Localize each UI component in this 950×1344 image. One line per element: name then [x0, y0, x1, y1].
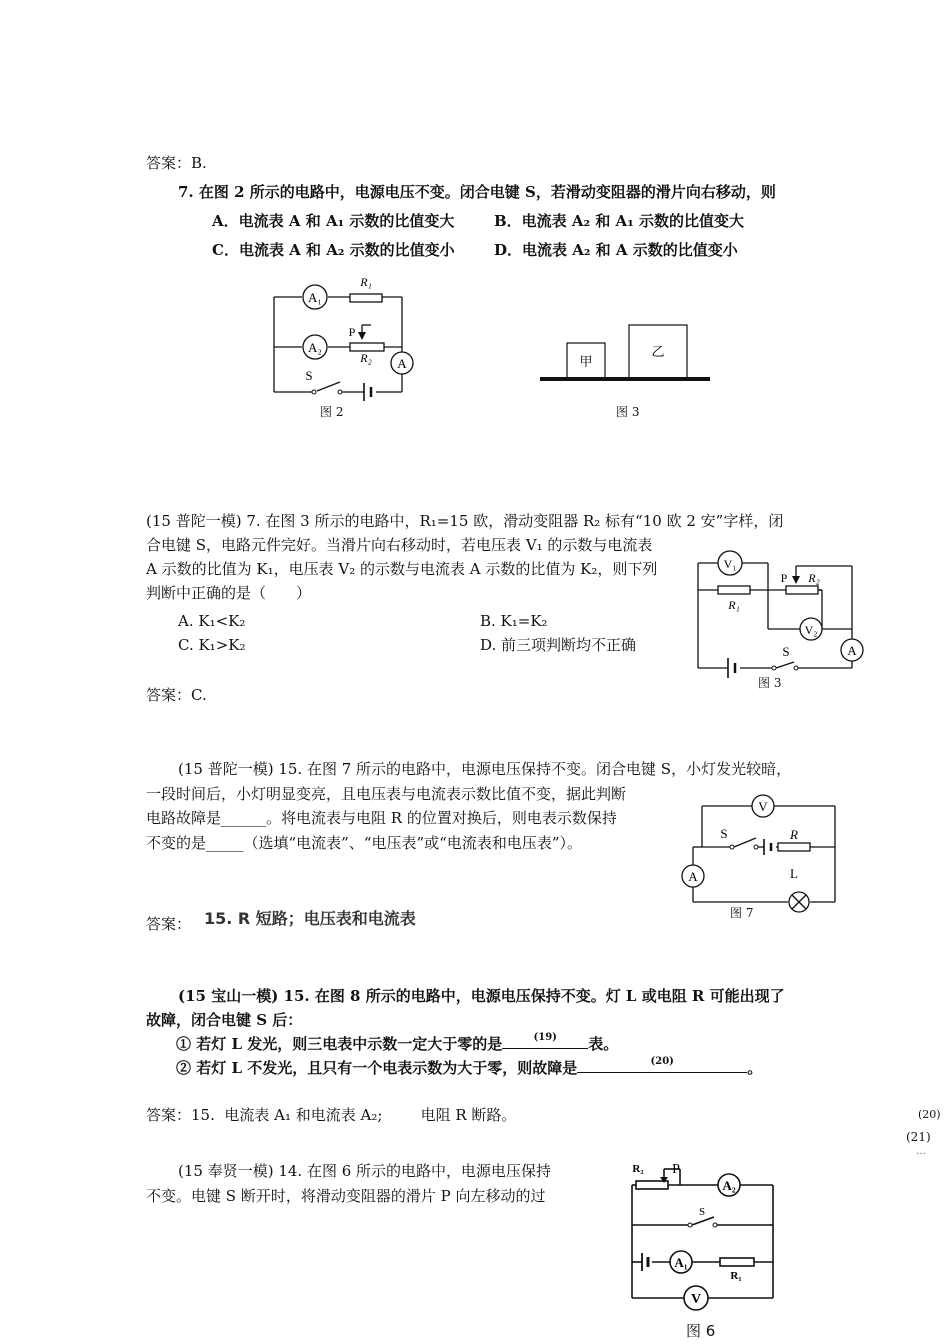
figure-2-caption: 图 2	[320, 405, 344, 419]
lamp-l-label: L	[790, 866, 798, 881]
slider-p-label-3: P	[672, 1162, 680, 1177]
q2-line-2: 合电键 S，电路元件完好。当滑片向右移动时，若电压表 V₁ 的示数与电流表	[146, 536, 653, 554]
q4-item-2-suffix: 。	[747, 1059, 763, 1077]
voltmeter-v-label: V	[758, 799, 768, 814]
resistor-r-label: R	[790, 827, 798, 842]
blank-mark-20: (20)	[650, 1056, 674, 1067]
side-mark-21: (21)	[906, 1130, 931, 1144]
q3-line-1: (15 普陀一模) 15. 在图 7 所示的电路中，电源电压保持不变。闭合电键 S，小灯发光较暗，	[178, 760, 792, 778]
figure-3-caption: 图 3	[616, 405, 640, 419]
voltmeter-v-label-2: V	[690, 1292, 702, 1307]
question-7-text: 7. 在图 2 所示的电路中，电源电压不变。闭合电键 S，若滑动变阻器的滑片向右移动，则	[178, 183, 776, 201]
ammeter-a1-label: A₁	[308, 290, 322, 305]
answer-blank-20[interactable]	[577, 1058, 747, 1073]
resistor-r2-label-3: R₂	[632, 1163, 644, 1175]
option-b: B．电流表 A₂ 和 A₁ 示数的比值变大	[494, 212, 744, 230]
resistor-r1-label-2: R₁	[728, 598, 740, 612]
q3-line-4: 不变的是_____（选填“电流表”、“电压表”或“电流表和电压表”）。	[146, 834, 583, 852]
q2-option-c: C. K₁>K₂	[178, 636, 246, 654]
q5-line-2: 不变。电键 S 断开时，将滑动变阻器的滑片 P 向左移动的过	[146, 1187, 546, 1205]
block-yi-label: 乙	[651, 344, 665, 359]
switch-s-label-3: S	[720, 826, 728, 841]
ammeter-a1-label-2: A₁	[674, 1255, 688, 1270]
q2-option-a: A. K₁<K₂	[178, 612, 246, 630]
ammeter-a-label-2: A	[847, 643, 857, 658]
q4-item-2-text: ② 若灯 L 不发光，且只有一个电表示数为大于零，则故障是	[176, 1059, 578, 1077]
q3-line-3: 电路故障是______。将电流表与电阻 R 的位置对换后，则电表示数保持	[146, 809, 617, 827]
q3-line-2: 一段时间后，小灯明显变亮，且电压表与电流表示数比值不变，据此判断	[146, 785, 627, 803]
q2-answer: 答案：C.	[146, 686, 207, 704]
answer-b: 答案：B.	[146, 154, 207, 172]
figure-7-circuit	[680, 790, 850, 915]
option-d: D．电流表 A₂ 和 A 示数的比值变小	[494, 241, 738, 259]
q3-answer-label: 答案：	[146, 915, 192, 933]
q5-line-1: (15 奉贤一模) 14. 在图 6 所示的电路中，电源电压保持	[178, 1162, 552, 1180]
q2-option-b: B. K₁=K₂	[480, 612, 548, 630]
resistor-r2-label-2: R₂	[808, 571, 820, 585]
side-mark-20: (20)	[918, 1108, 941, 1121]
q2-line-1: (15 普陀一模) 7. 在图 3 所示的电路中，R₁=15 欧，滑动变阻器 R₂ 标有“10 欧 2 安”字样，闭	[146, 512, 784, 530]
q2-line-3: A 示数的比值为 K₁，电压表 V₂ 的示数与电流表 A 示数的比值为 K₂，则下列	[146, 560, 658, 578]
voltmeter-v1-label: V₁	[723, 557, 737, 571]
q2-line-4: 判断中正确的是（ ）	[146, 584, 312, 602]
ammeter-a2-label: A₂	[308, 340, 322, 355]
ammeter-a-label-3: A	[688, 869, 698, 884]
figure-7-caption: 图 7	[730, 906, 754, 920]
option-a: A．电流表 A 和 A₁ 示数的比值变大	[212, 212, 455, 230]
q4-item-1-suffix: 表。	[588, 1035, 619, 1053]
blank-mark-19: (19)	[533, 1032, 557, 1043]
q4-item-2	[176, 1058, 762, 1078]
option-c: C．电流表 A 和 A₂ 示数的比值变小	[212, 241, 455, 259]
q2-option-d: D. 前三项判断均不正确	[480, 636, 637, 654]
q4-item-1	[176, 1034, 618, 1054]
q4-line-2: 故障，闭合电键 S 后：	[146, 1011, 303, 1029]
q3-answer-body: 15. R 短路；电压表和电流表	[204, 909, 416, 928]
ammeter-a2-label-2: A₂	[722, 1178, 736, 1193]
resistor-r2-label: R₂	[360, 351, 372, 365]
side-mark-ellipsis: …	[916, 1146, 926, 1157]
figure-3-blocks	[530, 315, 720, 390]
resistor-r1-label-3: R₁	[730, 1270, 742, 1282]
figure-6-circuit	[608, 1155, 788, 1325]
figure-3-circuit	[690, 548, 870, 678]
voltmeter-v2-label: V₂	[804, 623, 818, 637]
resistor-r1-label: R₁	[360, 275, 372, 289]
figure-3-circuit-caption: 图 3	[758, 676, 782, 690]
answer-blank-19[interactable]	[502, 1034, 588, 1049]
q4-item-1-text: ① 若灯 L 发光，则三电表中示数一定大于零的是	[176, 1035, 503, 1053]
q4-answer: 答案：15. 电流表 A₁ 和电流表 A₂; 电阻 R 断路。	[146, 1106, 517, 1124]
ammeter-a-label: A	[397, 356, 407, 371]
switch-s-label-4: S	[698, 1206, 706, 1218]
slider-p-label-2: P	[780, 571, 788, 585]
slider-p-label: P	[348, 325, 356, 339]
block-jia-label: 甲	[579, 354, 593, 369]
figure-6-caption: 图 6	[686, 1322, 716, 1340]
switch-s-label: S	[305, 368, 313, 383]
q4-line-1: (15 宝山一模) 15. 在图 8 所示的电路中，电源电压保持不变。灯 L 或电阻 R 可能出现了	[178, 987, 785, 1005]
switch-s-label-2: S	[782, 644, 790, 659]
